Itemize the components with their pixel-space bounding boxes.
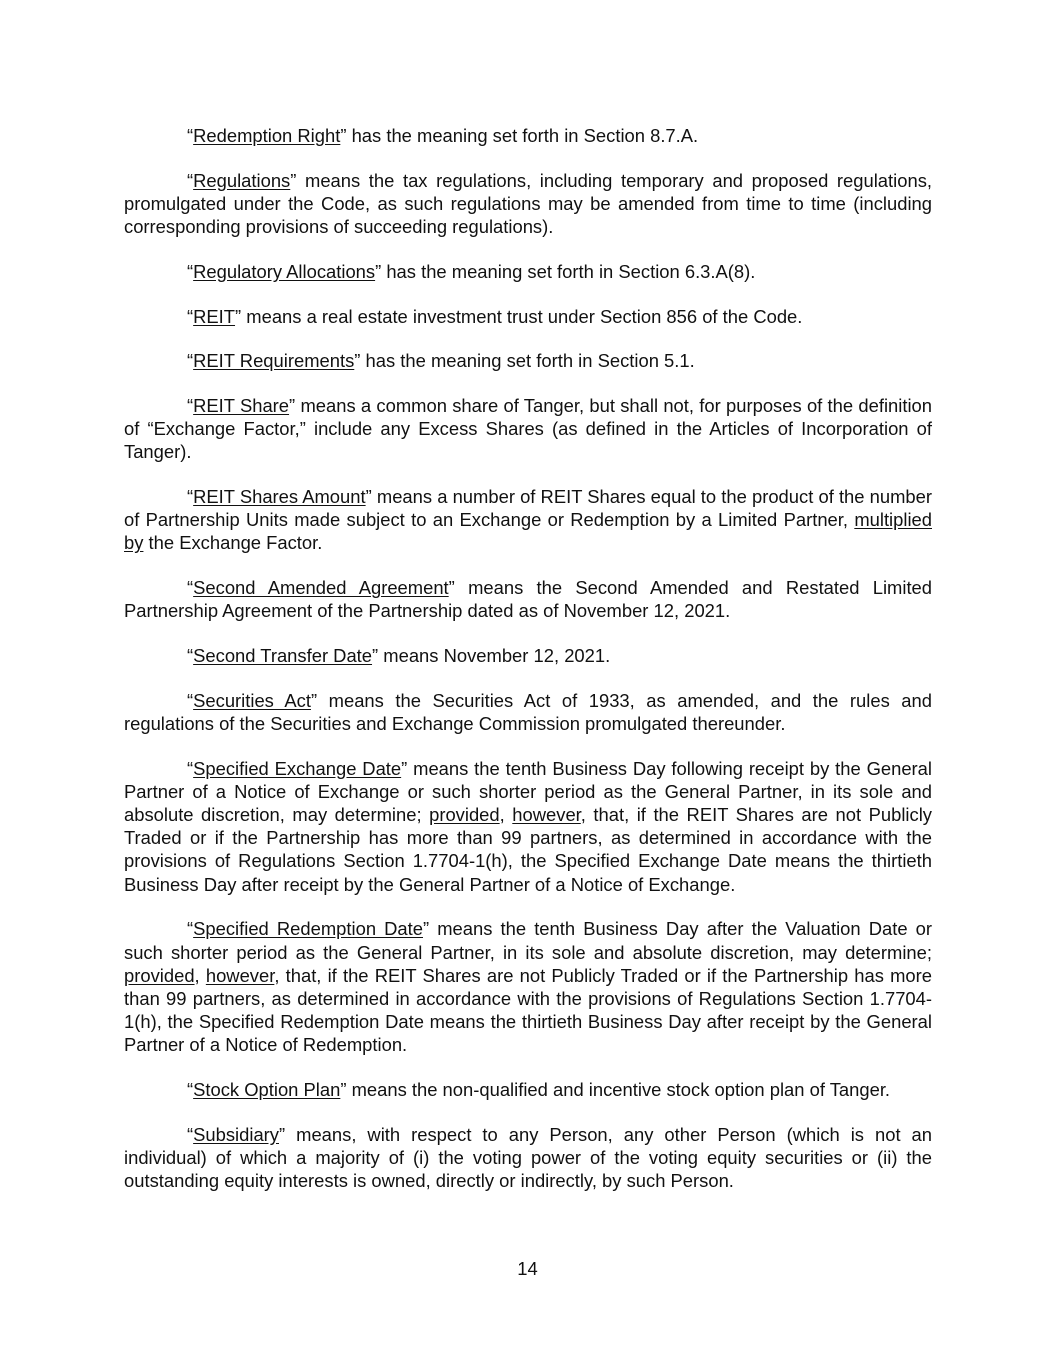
defined-term: Second Transfer Date (193, 645, 373, 667)
definitions-list (124, 124, 932, 1214)
definition-paragraph: “REIT Requirements” has the meaning set forth in Section 5.1. (187, 350, 695, 372)
definition-text: means the tenth Business Day following receipt by the General Partner of a Notice of Exchange or such shorter period as the General Partner, in its sole and absolute discretion, may determine; (124, 757, 932, 826)
definition-text: means, with respect to any Person, any other Person (which is not an individual) of which a majority of (i) the voting power of the voting equity securities or (ii) the outstanding equity interests is owned, directly or indirectly, by such Person. (124, 1123, 932, 1192)
definition-text: means the Securities Act of 1933, as amended, and the rules and regulations of the Securities and Exchange Commission promulgated thereunder. (124, 689, 932, 734)
defined-term: REIT Requirements (193, 350, 355, 372)
definition-paragraph: “Specified Exchange Date” means the tenth Business Day following receipt by the General Partner of a Notice of Exchange or such shorter period as the General Partner, in its sole and absolute discretion, may determine; provided, however, that, if the REIT Shares are not Publicly Traded or if the Partnership has more than 99 partners, as determined in accordance with the provisions of Regulations Section 1.7704-1(h), the Specified Exchange Date means the thirtieth Business Day after receipt by the General Partner of a Notice of Exchange. (124, 757, 932, 895)
defined-term: Second Amended Agreement (193, 577, 449, 599)
definition-text: means the Second Amended and Restated Limited Partnership Agreement of the Partnership dated as of November 12, 2021. (124, 577, 933, 622)
definition-text: has the meaning set forth in Section 5.1. (365, 350, 695, 372)
definition-paragraph: “REIT Shares Amount” means a number of REIT Shares equal to the product of the number of Partnership Units made subject to an Exchange or Redemption by a Limited Partner, multiplied by the Exchange Factor. (124, 486, 933, 554)
definition-paragraph: “Securities Act” means the Securities Act of 1933, as amended, and the rules and regulations of the Securities and Exchange Commission promulgated thereunder. (124, 689, 932, 734)
definition-text: means the tax regulations, including temporary and proposed regulations, promulgated under the Code, as such regulations may be amended from time to time (including corresponding provisions of succeeding regulations). (124, 169, 932, 238)
definition-text: , that, if the REIT Shares are not Publicly Traded or if the Partnership has more than 99 partners, as determined in accordance with the provisions of Regulations Section 1.7704-1(h), the Specified Exchange Date means the thirtieth Business Day after receipt by the General Partner of a Notice of Exchange. (124, 804, 932, 895)
definition-text: , that, if the REIT Shares are not Publicly Traded or if the Partnership has more than 99 partners, as determined in accordance with the provisions of Regulations Section 1.7704-1(h), the Specified Redemption Date means the thirtieth Business Day after receipt by the General Partner of a Notice of Redemption. (124, 964, 932, 1056)
definition-paragraph: “Second Amended Agreement” means the Second Amended and Restated Limited Partnership Agreement of the Partnership dated as of November 12, 2021. (124, 577, 933, 622)
definition-paragraph: “Regulatory Allocations” has the meaning set forth in Section 6.3.A(8). (187, 260, 756, 282)
definition-text: means a common share of Tanger, but shall not, for purposes of the definition of “Exchange Factor,” include any Excess Shares (as defined in the Articles of Incorporation of Tanger). (124, 394, 933, 463)
underlined-text: multiplied by (124, 509, 932, 554)
underlined-text: however (205, 964, 275, 986)
definition-paragraph: “Stock Option Plan” means the non-qualified and incentive stock option plan of Tanger. (187, 1079, 891, 1101)
definition-paragraph: “Specified Redemption Date” means the tenth Business Day after the Valuation Date or such shorter period as the General Partner, in its sole and absolute discretion, may determine; provided, however, that, if the REIT Shares are not Publicly Traded or if the Partnership has more than 99 partners, as determined in accordance with the provisions of Regulations Section 1.7704-1(h), the Specified Redemption Date means the thirtieth Business Day after receipt by the General Partner of a Notice of Redemption. (124, 918, 933, 1056)
definition-paragraph: “Redemption Right” has the meaning set forth in Section 8.7.A. (187, 125, 699, 146)
underlined-text: provided (124, 964, 195, 986)
defined-term: Redemption Right (193, 125, 341, 146)
definition-text: , (194, 964, 206, 986)
definition-paragraph: “REIT” means a real estate investment trust under Section 856 of the Code. (187, 305, 803, 327)
definition-text: means a number of REIT Shares equal to the product of the number of Partnership Units made subject to an Exchange or Redemption by a Limited Partner, (124, 486, 933, 531)
definition-paragraph: “Subsidiary” means, with respect to any Person, any other Person (which is not an individual) of which a majority of (i) the voting power of the voting equity securities or (ii) the outstanding equity interests is owned, directly or indirectly, by such Person. (124, 1123, 932, 1192)
definition-paragraph: “Second Transfer Date” means November 12, 2021. (187, 645, 611, 667)
defined-term: REIT Shares Amount (193, 486, 366, 508)
defined-term: Specified Exchange Date (193, 757, 402, 779)
page-number: 14 (517, 1258, 538, 1279)
definition-text: means the tenth Business Day after the Valuation Date or such shorter period as the General Partner, in its sole and absolute discretion, may determine; (124, 918, 933, 963)
definition-paragraph: “Regulations” means the tax regulations, including temporary and proposed regulations, promulgated under the Code, as such regulations may be amended from time to time (including corresponding provisions of succeeding regulations). (124, 169, 932, 238)
definition-text: means November 12, 2021. (383, 645, 611, 667)
definition-paragraph: “REIT Share” means a common share of Tanger, but shall not, for purposes of the definition of “Exchange Factor,” include any Excess Shares (as defined in the Articles of Incorporation of Tanger). (124, 394, 933, 463)
defined-term: Regulatory Allocations (193, 260, 376, 282)
definition-text: means a real estate investment trust under Section 856 of the Code. (246, 305, 803, 327)
underlined-text: however (512, 804, 581, 826)
definition-text: the Exchange Factor. (143, 532, 323, 554)
underlined-text: provided (429, 804, 500, 826)
definition-text: , (499, 804, 513, 826)
defined-term: Subsidiary (193, 1123, 279, 1145)
defined-term: Regulations (193, 169, 291, 191)
definition-text: means the non-qualified and incentive stock option plan of Tanger. (351, 1079, 891, 1101)
defined-term: Securities Act (193, 689, 311, 711)
defined-term: Stock Option Plan (193, 1079, 341, 1101)
definition-text: has the meaning set forth in Section 6.3.A(8). (386, 260, 756, 282)
defined-term: Specified Redemption Date (193, 918, 423, 940)
defined-term: REIT Share (193, 394, 290, 416)
definition-text: has the meaning set forth in Section 8.7.A. (351, 125, 699, 146)
defined-term: REIT (193, 305, 236, 327)
